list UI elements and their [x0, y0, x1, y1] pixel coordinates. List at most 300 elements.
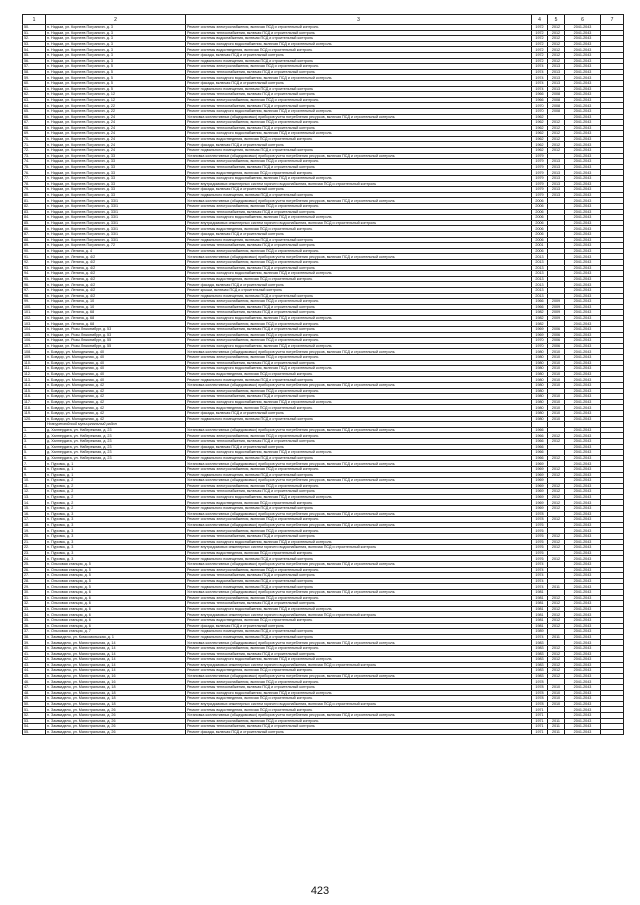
row-number-cell: 108.	[23, 349, 46, 355]
row-number-cell: 50.	[23, 701, 46, 707]
planned-period-cell: 2041-2043	[565, 461, 601, 467]
last-repair-year-cell: 2010	[548, 383, 565, 389]
last-repair-year-cell: 2012	[548, 142, 565, 148]
build-year-cell: 1983	[532, 673, 548, 679]
work-type-cell: Ремонт системы теплоснабжения, включая ПСД и строительный контроль	[186, 327, 532, 333]
planned-period-cell: 2041-2043	[565, 444, 601, 450]
planned-period-cell: 2041-2043	[565, 114, 601, 120]
address-cell: п. Бовдор, ул. Молодежная, д. 42	[46, 399, 186, 405]
last-repair-year-cell: 2012	[548, 438, 565, 444]
build-year-cell: 1978	[532, 511, 548, 517]
last-repair-year-cell: 2012	[548, 500, 565, 506]
last-repair-year-cell: 2013	[548, 64, 565, 70]
build-year-cell: 1969	[532, 494, 548, 500]
last-repair-year-cell: 2013	[548, 192, 565, 198]
work-type-cell: Установка коллективных (общедомовых) приборов учета потребления ресурсов, включая ПСД и строительный контроль	[186, 511, 532, 517]
work-type-cell: Ремонт системы холодного водоснабжения, включая ПСД и строительный контроль	[186, 271, 532, 277]
work-type-cell: Ремонт фасада, включая ПСД и строительный контроль	[186, 80, 532, 86]
row-number-cell: 105.	[23, 332, 46, 338]
build-year-cell: 1974	[532, 584, 548, 590]
build-year-cell: 2006	[532, 215, 548, 221]
address-cell: п. Надым, ул. Корнеев Пограничн. д. 33	[46, 164, 186, 170]
row-number-cell: 64.	[23, 103, 46, 109]
build-year-cell: 1980	[532, 410, 548, 416]
row-number-cell: 15.	[23, 506, 46, 512]
build-year-cell: 1980	[532, 371, 548, 377]
last-repair-year-cell: 2012	[548, 483, 565, 489]
work-type-cell: Ремонт подвального помещения, включая ПСД и строительный контроль	[186, 293, 532, 299]
row-number-cell: 63.	[23, 97, 46, 103]
address-cell: п. Бовдор, ул. Молодежная, д. 40	[46, 355, 186, 361]
planned-period-cell: 2041-2043	[565, 472, 601, 478]
row-number-cell: 4.	[23, 444, 46, 450]
address-cell: п. Надым, ул. Корнеев Пограничн. д. 33/1	[46, 198, 186, 204]
last-repair-year-cell: 2013	[548, 187, 565, 193]
planned-period-cell: 2041-2043	[565, 478, 601, 484]
last-repair-year-cell: 2013	[548, 159, 565, 165]
address-cell: п. Надым, ул. Ленина, д. 4	[46, 248, 186, 254]
planned-period-cell: 2041-2043	[565, 707, 601, 713]
planned-period-cell: 2041-2043	[565, 64, 601, 70]
address-cell: п. Надым, ул. Корнеев Пограничн. д. 5	[46, 64, 186, 70]
build-year-cell: 2013	[532, 271, 548, 277]
work-type-cell: Ремонт системы теплоснабжения, включая ПСД и строительный контроль	[186, 92, 532, 98]
build-year-cell: 1969	[532, 478, 548, 484]
build-year-cell: 1972	[532, 25, 548, 31]
planned-period-cell: 2041-2043	[565, 466, 601, 472]
work-type-cell: Ремонт системы теплоснабжения, включая ПСД и строительный контроль	[186, 125, 532, 131]
last-repair-year-cell: 2008	[548, 108, 565, 114]
row-number-cell: 85.	[23, 220, 46, 226]
build-year-cell: 1962	[532, 148, 548, 154]
row-number-cell: 109.	[23, 355, 46, 361]
last-repair-year-cell: 2006	[548, 338, 565, 344]
build-year-cell: 1983	[532, 640, 548, 646]
address-cell: п. Надым, ул. Ленина, д. 4/2	[46, 293, 186, 299]
last-repair-year-cell: 2010	[548, 416, 565, 422]
col-header-2: 2	[46, 15, 186, 25]
planned-period-cell: 2041-2043	[565, 136, 601, 142]
last-repair-year-cell: 2006	[548, 327, 565, 333]
address-cell: п. Надым, ул. Ленина, д. 68	[46, 315, 186, 321]
work-type-cell: Установка коллективных (общедомовых) приборов учета потребления ресурсов, включая ПСД и строительный контроль	[186, 383, 532, 389]
build-year-cell: 1980	[532, 377, 548, 383]
build-year-cell: 1972	[532, 58, 548, 64]
address-cell: п. Ольховая станция, д. 6	[46, 601, 186, 607]
work-type-cell: Ремонт системы электроснабжения, включая ПСД и строительный контроль	[186, 355, 532, 361]
build-year-cell: 1972	[532, 36, 548, 42]
address-cell: п. Надым, ул. Корнеев Пограничн. д. 33/1	[46, 204, 186, 210]
row-number-cell: 91.	[23, 254, 46, 260]
row-number-cell: 27.	[23, 573, 46, 579]
planned-period-cell: 2041-2043	[565, 343, 601, 349]
work-type-cell: Ремонт системы электроснабжения, включая ПСД и строительный контроль	[186, 528, 532, 534]
row-number-cell: 89.	[23, 243, 46, 249]
address-cell: п. Заммадело, ул. Магистральная, д. 18	[46, 685, 186, 691]
build-year-cell: 1970	[532, 108, 548, 114]
row-number-cell: 65.	[23, 108, 46, 114]
work-type-cell: Ремонт системы холодного водоснабжения, включая ПСД и строительный контроль	[186, 690, 532, 696]
work-type-cell: Ремонт системы водоотведения, включая ПСД и строительный контроль	[186, 668, 532, 674]
row-number-cell: 61.	[23, 86, 46, 92]
address-cell: п. Пуровск, д. 2	[46, 506, 186, 512]
row-number-cell: 53.	[23, 41, 46, 47]
last-repair-year-cell: 2012	[548, 433, 565, 439]
planned-period-cell: 2041-2043	[565, 366, 601, 372]
address-cell: п. Ольховая станция, д. 5	[46, 578, 186, 584]
last-repair-year-cell: 2013	[548, 75, 565, 81]
build-year-cell: 1978	[532, 685, 548, 691]
work-type-cell: Ремонт системы холодного водоснабжения, включая ПСД и строительный контроль	[186, 108, 532, 114]
work-type-cell: Ремонт системы холодного водоснабжения, включая ПСД и строительный контроль	[186, 343, 532, 349]
planned-period-cell: 2041-2043	[565, 405, 601, 411]
planned-period-cell: 2041-2043	[565, 645, 601, 651]
planned-period-cell: 2041-2043	[565, 332, 601, 338]
build-year-cell: 1979	[532, 176, 548, 182]
address-cell: п. Заммадело, ул. Магистральная, д. 18	[46, 690, 186, 696]
work-type-cell: Ремонт системы теплоснабжения, включая ПСД и строительный контроль	[186, 651, 532, 657]
row-number-cell: 111.	[23, 366, 46, 372]
planned-period-cell: 2041-2043	[565, 304, 601, 310]
work-type-cell: Ремонт системы холодного водоснабжения, включая ПСД и строительный контроль	[186, 176, 532, 182]
last-repair-year-cell: 2012	[548, 58, 565, 64]
work-type-cell: Ремонт фасада, включая ПСД и строительный контроль	[186, 282, 532, 288]
row-number-cell: 90.	[23, 248, 46, 254]
planned-period-cell: 2041-2043	[565, 86, 601, 92]
build-year-cell: 1972	[532, 41, 548, 47]
planned-period-cell: 2041-2043	[565, 606, 601, 612]
work-type-cell: Ремонт системы теплоснабжения, включая ПСД и строительный контроль	[186, 489, 532, 495]
row-number-cell: 104.	[23, 327, 46, 333]
row-number-cell: 84.	[23, 215, 46, 221]
last-repair-year-cell: 2011	[548, 584, 565, 590]
work-type-cell: Ремонт системы теплоснабжения, включая ПСД и строительный контроль	[186, 724, 532, 730]
planned-period-cell: 2041-2043	[565, 494, 601, 500]
build-year-cell: 1978	[532, 701, 548, 707]
build-year-cell: 1978	[532, 679, 548, 685]
build-year-cell: 1969	[532, 332, 548, 338]
row-number-cell: 17.	[23, 517, 46, 523]
address-cell: п. Надым, ул. Корнеев Пограничн. д. 5	[46, 75, 186, 81]
work-type-cell: Ремонт системы электроснабжения, включая ПСД и строительный контроль	[186, 645, 532, 651]
build-year-cell: 1971	[532, 713, 548, 719]
last-repair-year-cell: 2012	[548, 673, 565, 679]
build-year-cell: 1980	[532, 399, 548, 405]
build-year-cell: 1970	[532, 343, 548, 349]
work-type-cell: Ремонт подвального помещения, включая ПСД и строительный контроль	[186, 556, 532, 562]
address-cell: п. Пуровск, д. 2	[46, 494, 186, 500]
last-repair-year-cell: 2012	[548, 606, 565, 612]
build-year-cell: 2006	[532, 220, 548, 226]
header-row	[23, 15, 624, 25]
planned-period-cell: 2041-2043	[565, 254, 601, 260]
address-cell: п. Заммадело, ул. Магистральная, д. 26	[46, 707, 186, 713]
work-type-cell: Ремонт системы теплоснабжения, включая ПСД и строительный контроль	[186, 601, 532, 607]
build-year-cell: 1962	[532, 136, 548, 142]
last-repair-year-cell: 2012	[548, 668, 565, 674]
address-cell: п. Заммадело, ул. Магистральная, д. 26	[46, 729, 186, 735]
planned-period-cell: 2041-2043	[565, 517, 601, 523]
row-number-cell: 117.	[23, 399, 46, 405]
build-year-cell: 1966	[532, 97, 548, 103]
build-year-cell: 1981	[532, 617, 548, 623]
build-year-cell: 1976	[532, 528, 548, 534]
build-year-cell: 1974	[532, 80, 548, 86]
row-number-cell: 57.	[23, 64, 46, 70]
build-year-cell: 1966	[532, 299, 548, 305]
work-type-cell: Ремонт системы водоотведения, включая ПСД и строительный контроль	[186, 696, 532, 702]
work-type-cell: Ремонт системы холодного водоснабжения, включая ПСД и строительный контроль	[186, 366, 532, 372]
work-type-cell: Установка коллективных (общедомовых) приборов учета потребления ресурсов, включая ПСД и строительный контроль	[186, 153, 532, 159]
build-year-cell: 1971	[532, 718, 548, 724]
planned-period-cell: 2041-2043	[565, 153, 601, 159]
work-type-cell: Ремонт подвального помещения, включая ПСД и строительный контроль	[186, 58, 532, 64]
planned-period-cell: 2041-2043	[565, 668, 601, 674]
row-number-cell: 113.	[23, 377, 46, 383]
planned-period-cell: 2041-2043	[565, 120, 601, 126]
address-cell: п. Надым, ул. Корнеев Пограничн. д. 22	[46, 108, 186, 114]
last-repair-year-cell: 2012	[548, 506, 565, 512]
work-type-cell: Ремонт системы электроснабжения, включая ПСД и строительный контроль	[186, 332, 532, 338]
row-number-cell: 82.	[23, 204, 46, 210]
row-number-cell: 36.	[23, 623, 46, 629]
work-type-cell: Ремонт системы холодного водоснабжения, включая ПСД и строительный контроль	[186, 494, 532, 500]
row-number-cell: 100.	[23, 304, 46, 310]
build-year-cell: 1974	[532, 86, 548, 92]
last-repair-year-cell: 2009	[548, 315, 565, 321]
address-cell: п. Надым, ул. Ленина, д. 4/2	[46, 254, 186, 260]
address-cell: п. Ольховая станция, д. 6	[46, 612, 186, 618]
address-cell: п. Ольховая станция, д. 5	[46, 573, 186, 579]
row-number-cell: 28.	[23, 578, 46, 584]
row-number-cell: 93.	[23, 265, 46, 271]
work-type-cell: Установка коллективных (общедомовых) приборов учета потребления ресурсов, включая ПСД и строительный контроль	[186, 522, 532, 528]
row-number-cell: 80.	[23, 192, 46, 198]
work-type-cell: Ремонт системы электроснабжения, включая ПСД и строительный контроль	[186, 159, 532, 165]
work-type-cell: Ремонт системы теплоснабжения, включая ПСД и строительный контроль	[186, 534, 532, 540]
address-cell: п. Бовдор, ул. Молодежная, д. 42	[46, 394, 186, 400]
address-cell: п. Пуровск, д. 3	[46, 511, 186, 517]
work-type-cell: Ремонт системы холодного водоснабжения, включая ПСД и строительный контроль	[186, 41, 532, 47]
row-number-cell: 55.	[23, 729, 46, 735]
last-repair-year-cell: 2012	[548, 494, 565, 500]
build-year-cell: 1979	[532, 164, 548, 170]
address-cell: п. Надым, ул. Корнеев Пограничн. д. 24	[46, 114, 186, 120]
address-cell: п. Пуровск, д. 3	[46, 522, 186, 528]
planned-period-cell: 2041-2043	[565, 103, 601, 109]
build-year-cell: 1974	[532, 573, 548, 579]
build-year-cell: 1979	[532, 181, 548, 187]
row-number-cell: 102.	[23, 315, 46, 321]
build-year-cell: 1969	[532, 327, 548, 333]
work-type-cell: Ремонт подвального помещения, включая ПСД и строительный контроль	[186, 472, 532, 478]
address-cell: п. Пуровск, д. 1	[46, 461, 186, 467]
build-year-cell: 1972	[532, 30, 548, 36]
planned-period-cell: 2041-2043	[565, 315, 601, 321]
planned-period-cell: 2041-2043	[565, 534, 601, 540]
row-number-cell: 23.	[23, 550, 46, 556]
build-year-cell: 2013	[532, 259, 548, 265]
planned-period-cell: 2041-2043	[565, 209, 601, 215]
last-repair-year-cell: 2013	[548, 86, 565, 92]
build-year-cell: 1980	[532, 355, 548, 361]
last-repair-year-cell: 2012	[548, 131, 565, 137]
planned-period-cell: 2041-2043	[565, 108, 601, 114]
row-number-cell: 110.	[23, 360, 46, 366]
work-type-cell: Ремонт системы электроснабжения, включая ПСД и строительный контроль	[186, 120, 532, 126]
address-cell: п. Надым, ул. Корнеев Пограничн. д. 33/1	[46, 215, 186, 221]
address-cell: п. Бовдор, ул. Молодежная, д. 40	[46, 360, 186, 366]
address-cell: п. Бовдор, ул. Молодежная, д. 40	[46, 366, 186, 372]
address-cell: п. Ольховая станция, д. 6	[46, 606, 186, 612]
last-repair-year-cell: 2012	[548, 148, 565, 154]
build-year-cell: 1980	[532, 349, 548, 355]
last-repair-year-cell: 2009	[548, 299, 565, 305]
address-cell: п. Пуровск, д. 3	[46, 517, 186, 523]
row-number-cell: 11.	[23, 483, 46, 489]
row-number-cell: 22.	[23, 545, 46, 551]
col-header-1: 1	[23, 15, 46, 25]
build-year-cell: 1983	[532, 651, 548, 657]
row-number-cell: 42.	[23, 657, 46, 663]
work-type-cell: Ремонт системы электроснабжения, включая ПСД и строительный контроль	[186, 433, 532, 439]
planned-period-cell: 2041-2043	[565, 550, 601, 556]
work-type-cell: Ремонт системы холодного водоснабжения, включая ПСД и строительный контроль	[186, 215, 532, 221]
work-type-cell: Ремонт системы теплоснабжения, включая ПСД и строительный контроль	[186, 103, 532, 109]
address-cell: п. Надым, ул. Ленина, д. 68	[46, 321, 186, 327]
row-number-cell: 106.	[23, 338, 46, 344]
planned-period-cell: 2041-2043	[565, 528, 601, 534]
row-number-cell: 54.	[23, 47, 46, 53]
build-year-cell: 1982	[532, 315, 548, 321]
last-repair-year-cell: 2012	[548, 556, 565, 562]
last-repair-year-cell: 2010	[548, 371, 565, 377]
build-year-cell: 2013	[532, 287, 548, 293]
last-repair-year-cell: 2013	[548, 170, 565, 176]
planned-period-cell: 2041-2043	[565, 623, 601, 629]
planned-period-cell: 2041-2043	[565, 248, 601, 254]
build-year-cell: 1969	[532, 489, 548, 495]
work-type-cell: Ремонт системы электроснабжения, включая ПСД и строительный контроль	[186, 679, 532, 685]
row-number-cell: 20.	[23, 534, 46, 540]
row-number-cell: 52.	[23, 36, 46, 42]
address-cell: п. Пуровск, д. 1	[46, 466, 186, 472]
last-repair-year-cell: 2012	[548, 534, 565, 540]
last-repair-year-cell: 2012	[548, 455, 565, 461]
address-cell: п. Заммадело, ул. Магистральная, д. 16	[46, 679, 186, 685]
build-year-cell: 1966	[532, 444, 548, 450]
work-type-cell: Ремонт системы теплоснабжения, включая ПСД и строительный контроль	[186, 209, 532, 215]
planned-period-cell: 2041-2043	[565, 718, 601, 724]
build-year-cell: 1966	[532, 438, 548, 444]
work-type-cell: Установка коллективных (общедомовых) приборов учета потребления ресурсов, включая ПСД и строительный контроль	[186, 562, 532, 568]
last-repair-year-cell: 2009	[548, 304, 565, 310]
build-year-cell: 1981	[532, 623, 548, 629]
build-year-cell: 1978	[532, 517, 548, 523]
work-type-cell: Ремонт системы теплоснабжения, включая ПСД и строительный контроль	[186, 69, 532, 75]
last-repair-year-cell: 2012	[548, 645, 565, 651]
address-cell: п. Пуровск, д. 2	[46, 489, 186, 495]
build-year-cell: 1971	[532, 724, 548, 730]
row-number-cell: 107.	[23, 343, 46, 349]
address-cell: п. Ольховая станция, д. 6	[46, 589, 186, 595]
work-type-cell: Ремонт внутридомовых инженерных систем горячего водоснабжения, включая ПСД и строительный контроль	[186, 701, 532, 707]
address-cell: п. Ольховая станция, д. 5	[46, 584, 186, 590]
planned-period-cell: 2041-2043	[565, 562, 601, 568]
build-year-cell: 1981	[532, 595, 548, 601]
planned-period-cell: 2041-2043	[565, 265, 601, 271]
planned-period-cell: 2041-2043	[565, 556, 601, 562]
address-cell: п. Надым, ул. Корнеев Пограничн. д. 3	[46, 36, 186, 42]
build-year-cell: 1971	[532, 729, 548, 735]
repair-schedule-table	[22, 14, 624, 735]
planned-period-cell: 2041-2043	[565, 204, 601, 210]
address-cell: д. Халпердата, ул. Набережная, д. 23	[46, 433, 186, 439]
address-cell: п. Надым, ул. Корнеев Пограничн. д. 24	[46, 131, 186, 137]
last-repair-year-cell: 2008	[548, 103, 565, 109]
address-cell: п. Заммадело, ул. Магистральная, д. 14	[46, 640, 186, 646]
address-cell: п. Ольховая станция, д. 7	[46, 629, 186, 635]
build-year-cell: 1981	[532, 612, 548, 618]
last-repair-year-cell: 2012	[548, 612, 565, 618]
address-cell: п. Надым, ул. Корнеев Пограничн. д. 33	[46, 170, 186, 176]
build-year-cell: 1982	[532, 310, 548, 316]
address-cell: п. Заммадело, ул. Магистральная, д. 18	[46, 701, 186, 707]
build-year-cell: 1980	[532, 360, 548, 366]
build-year-cell: 1980	[532, 394, 548, 400]
work-type-cell: Ремонт подвального помещения, включая ПСД и строительный контроль	[186, 148, 532, 154]
address-cell: п. Надым, ул. Корнеев Пограничн. д. 33/1	[46, 231, 186, 237]
work-type-cell: Ремонт фасада, включая ПСД и строительный контроль	[186, 142, 532, 148]
work-type-cell: Ремонт системы холодного водоснабжения, включая ПСД и строительный контроль	[186, 399, 532, 405]
planned-period-cell: 2041-2043	[565, 231, 601, 237]
address-cell: п. Надым, ул. Корнеев Пограничн. д. 3	[46, 47, 186, 53]
work-type-cell: Ремонт подвального помещения, включая ПСД и строительный контроль	[186, 86, 532, 92]
last-repair-year-cell: 2011	[548, 718, 565, 724]
last-repair-year-cell: 2012	[548, 41, 565, 47]
last-repair-year-cell: 2013	[548, 176, 565, 182]
work-type-cell: Ремонт крыши, включая ПСД и строительный контроль	[186, 287, 532, 293]
build-year-cell: 1962	[532, 131, 548, 137]
row-number-cell: 120.	[23, 416, 46, 422]
planned-period-cell: 2041-2043	[565, 399, 601, 405]
planned-period-cell: 2041-2043	[565, 30, 601, 36]
address-cell: п. Надым, ул. Ленина, д. 4/2	[46, 265, 186, 271]
address-cell: п. Бовдор, ул. Молодежная, д. 40	[46, 349, 186, 355]
address-cell: п. Надым, ул. Корнеев Пограничн. д. 12	[46, 92, 186, 98]
address-cell: п. Надым, ул. Корнеев Пограничн. д. 33	[46, 176, 186, 182]
address-cell: п. Ольховая станция, д. 5	[46, 567, 186, 573]
address-cell: п. Пуровск, д. 1	[46, 472, 186, 478]
row-number-cell: 47.	[23, 685, 46, 691]
row-number-cell: 101.	[23, 310, 46, 316]
row-number-cell: 45.	[23, 673, 46, 679]
planned-period-cell: 2041-2043	[565, 427, 601, 433]
address-cell: п. Надым, ул. Корнеев Пограничн. д. 3	[46, 30, 186, 36]
last-repair-year-cell: 2012	[548, 517, 565, 523]
planned-period-cell: 2041-2043	[565, 327, 601, 333]
last-repair-year-cell: 2009	[548, 310, 565, 316]
last-repair-year-cell: 2013	[548, 69, 565, 75]
planned-period-cell: 2041-2043	[565, 388, 601, 394]
address-cell: п. Надым, ул. Корнеев Пограничн. д. 24	[46, 120, 186, 126]
row-number-cell: 52.	[23, 713, 46, 719]
row-number-cell: 44.	[23, 668, 46, 674]
work-type-cell: Ремонт системы водоотведения, включая ПСД и строительный контроль	[186, 371, 532, 377]
row-number-cell: 75.	[23, 164, 46, 170]
last-repair-year-cell: 2010	[548, 394, 565, 400]
work-type-cell: Ремонт системы холодного водоснабжения, включая ПСД и строительный контроль	[186, 131, 532, 137]
